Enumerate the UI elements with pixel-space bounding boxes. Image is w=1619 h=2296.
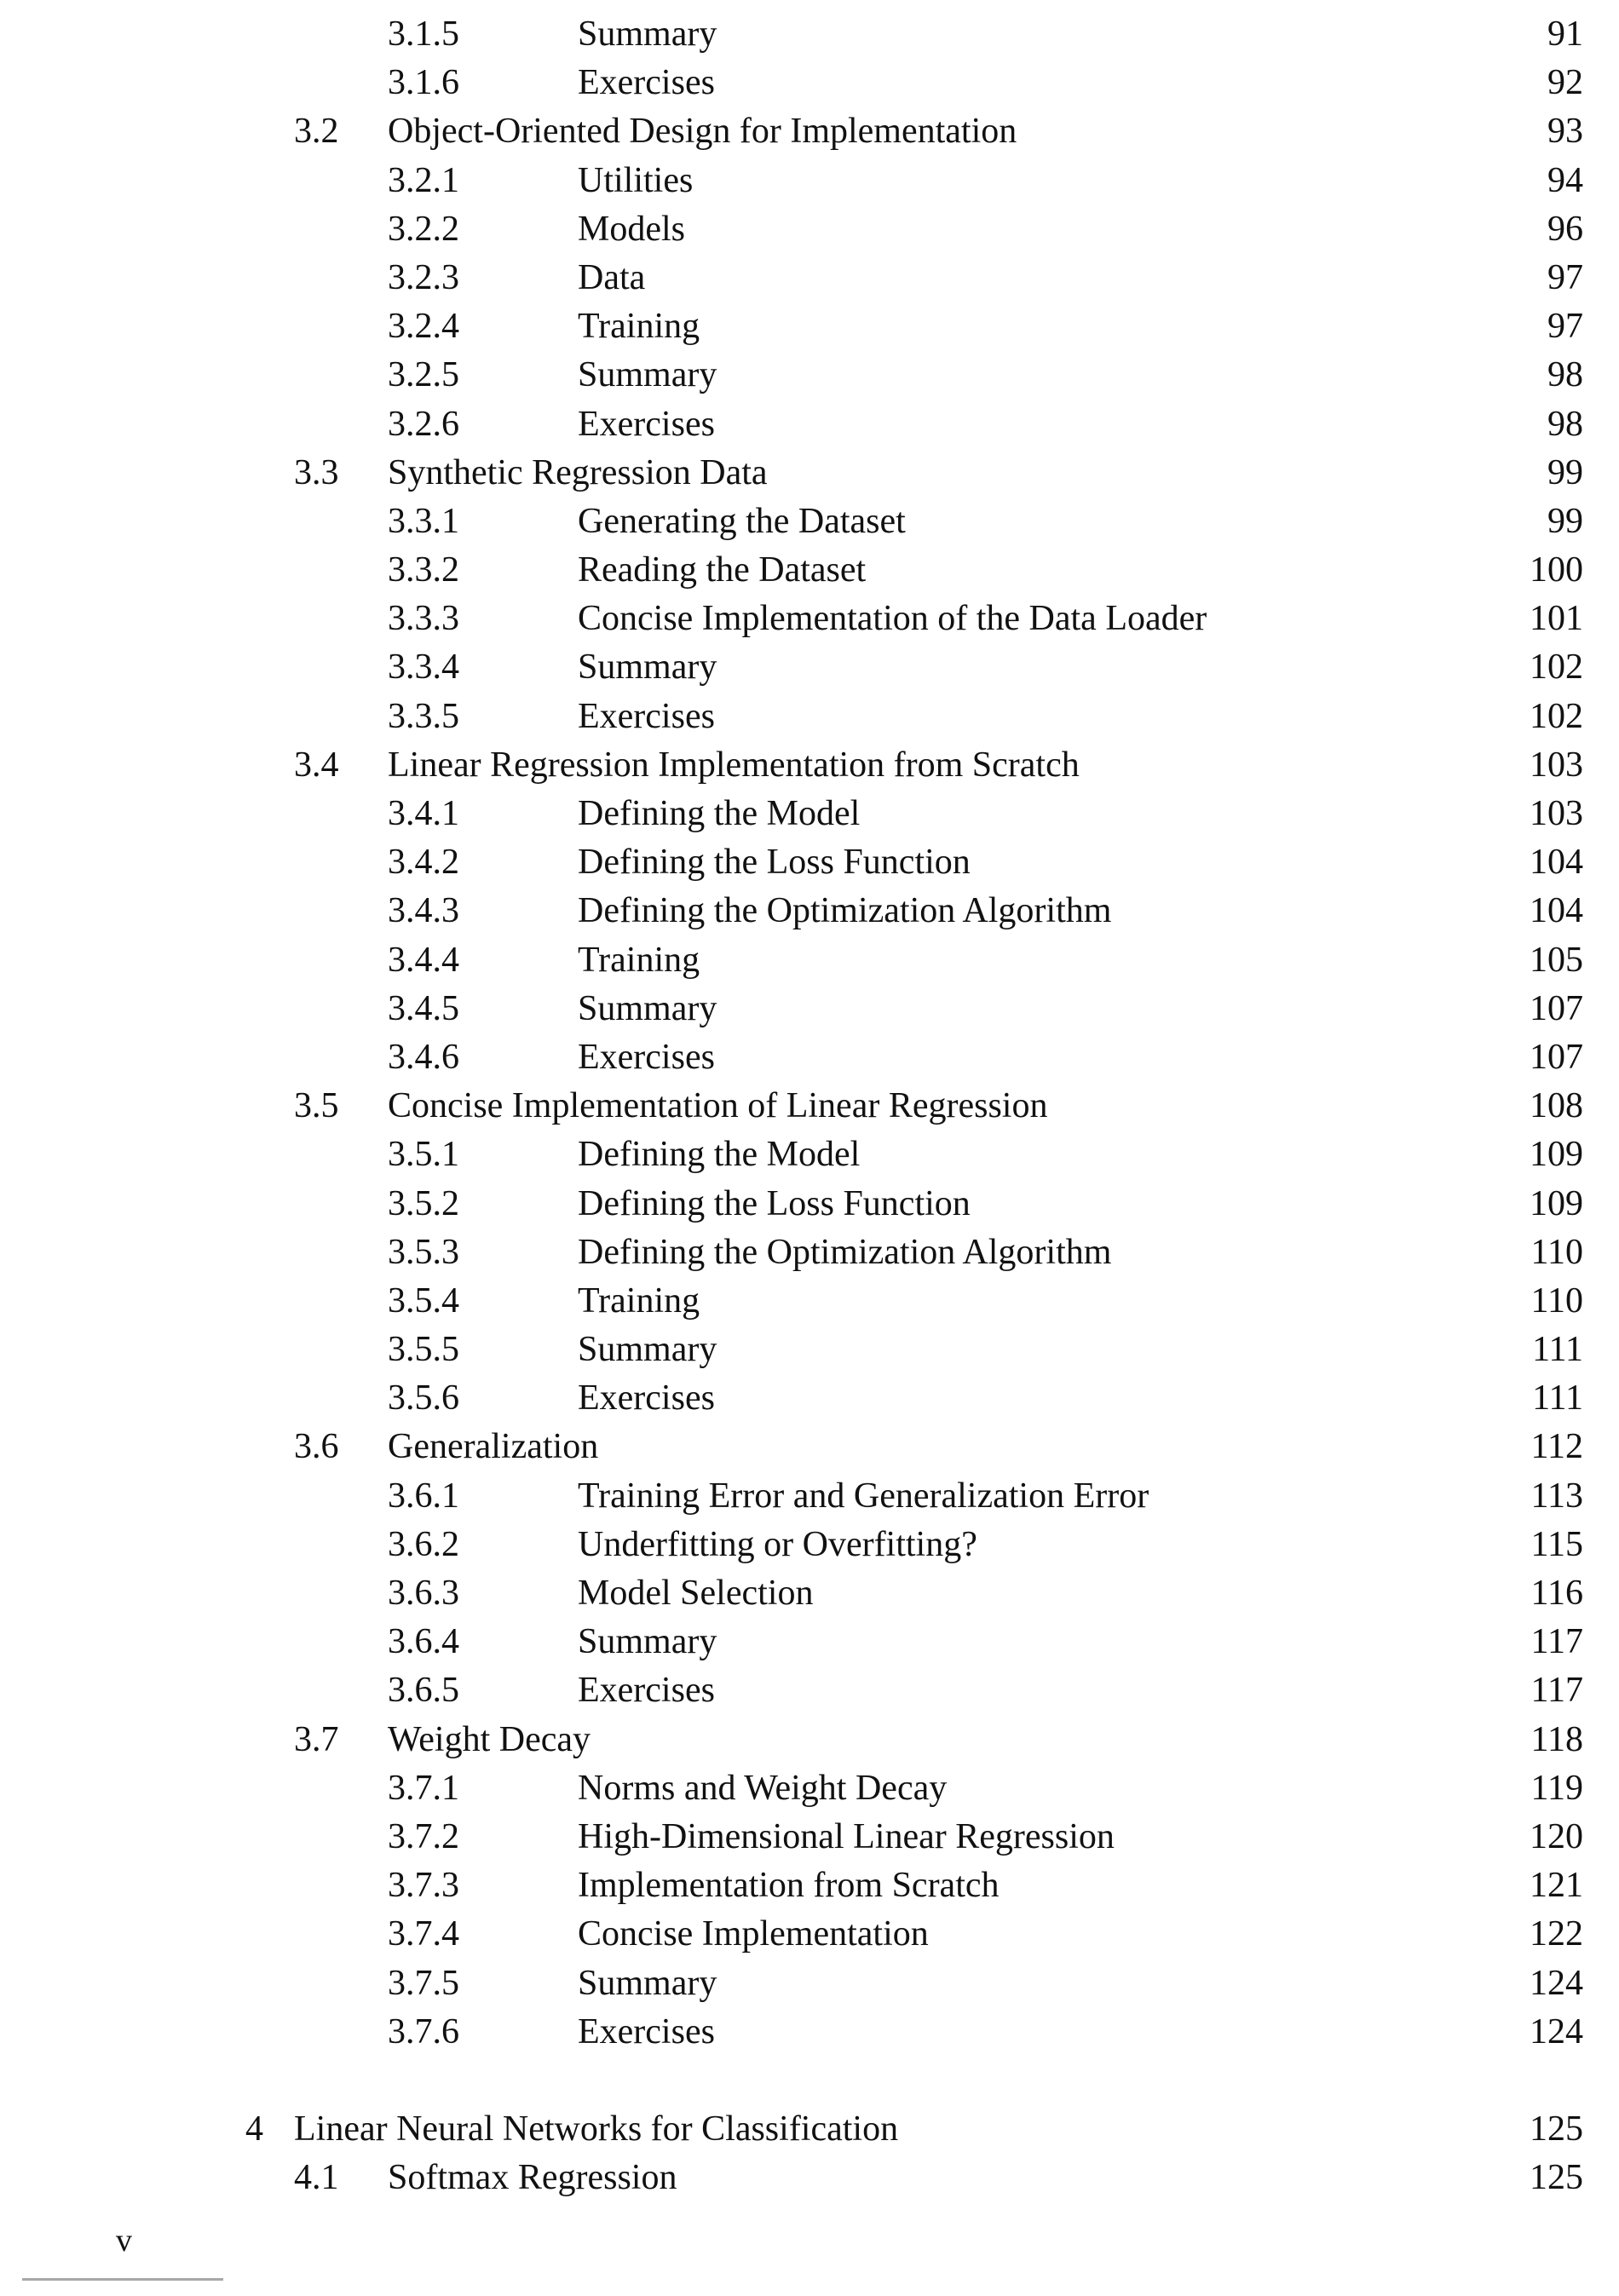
toc-entry-sub[interactable] xyxy=(0,1374,1619,1423)
toc-entry-sub[interactable] xyxy=(0,1910,1619,1959)
toc-entry-number: 3.7.2 xyxy=(388,1816,459,1856)
toc-entry-number: 3.6.3 xyxy=(388,1574,459,1613)
toc-entry-page-number[interactable]: 93 xyxy=(1547,112,1583,152)
toc-entry-page-number[interactable]: 117 xyxy=(1530,1671,1583,1711)
toc-entry-number: 3.3.1 xyxy=(388,501,459,541)
toc-entry-number: 3.4.4 xyxy=(388,940,459,980)
toc-entry-number: 3.7.5 xyxy=(388,1963,459,2003)
toc-entry-title[interactable]: Data xyxy=(578,257,646,297)
toc-entry-sub[interactable] xyxy=(0,643,1619,692)
toc-entry-number: 3.6.4 xyxy=(388,1622,459,1662)
toc-entry-number: 3.3.3 xyxy=(388,599,459,639)
toc-entry-title[interactable]: Weight Decay xyxy=(388,1719,591,1759)
toc-entry-number: 3.2.3 xyxy=(388,257,459,297)
toc-entry-section[interactable] xyxy=(0,1082,1619,1131)
toc-entry-title[interactable]: Training xyxy=(578,940,700,980)
toc-entry-title[interactable]: Training xyxy=(578,307,700,347)
toc-entry-sub[interactable] xyxy=(0,546,1619,595)
toc-entry-number: 3.3.2 xyxy=(388,550,459,590)
toc-entry-title[interactable]: Models xyxy=(578,209,685,249)
toc-entry-sub[interactable] xyxy=(0,790,1619,838)
toc-entry-sub[interactable] xyxy=(0,157,1619,205)
toc-entry-number: 3.1.6 xyxy=(388,63,459,103)
toc-entry-title[interactable]: Defining the Model xyxy=(578,794,861,833)
toc-entry-number: 3.5.3 xyxy=(388,1232,459,1272)
toc-entry-title[interactable]: Generalization xyxy=(388,1427,599,1467)
toc-entry-page-number[interactable]: 113 xyxy=(1530,1476,1583,1516)
toc-entry-number: 3.2.5 xyxy=(388,355,459,395)
toc-entry-number: 4 xyxy=(245,2109,263,2149)
toc-entry-page-number[interactable]: 91 xyxy=(1547,14,1583,54)
toc-entry-page-number[interactable]: 118 xyxy=(1530,1719,1583,1759)
toc-entry-number: 3.3.4 xyxy=(388,647,459,688)
toc-entry-number: 3.6 xyxy=(294,1427,339,1467)
toc-entry-page-number[interactable]: 105 xyxy=(1530,940,1583,980)
toc-entry-page-number[interactable]: 107 xyxy=(1530,1037,1583,1077)
toc-entry-title[interactable]: Summary xyxy=(578,988,717,1028)
toc-entry-number: 3.4.2 xyxy=(388,843,459,883)
toc-entry-page-number[interactable]: 120 xyxy=(1530,1816,1583,1856)
toc-entry-page-number[interactable]: 109 xyxy=(1530,1183,1583,1223)
toc-entry-sub[interactable] xyxy=(0,1472,1619,1521)
toc-entry-title[interactable]: Concise Implementation of the Data Loader xyxy=(578,599,1207,639)
toc-entry-title[interactable]: Defining the Model xyxy=(578,1135,861,1175)
toc-entry-page-number[interactable]: 102 xyxy=(1530,696,1583,736)
toc-entry-number: 3.5.6 xyxy=(388,1378,459,1418)
toc-entry-title[interactable]: Defining the Loss Function xyxy=(578,1183,971,1223)
toc-entry-title[interactable]: Exercises xyxy=(578,1671,715,1711)
toc-entry-page-number[interactable]: 98 xyxy=(1547,404,1583,444)
toc-entry-number: 3.6.2 xyxy=(388,1524,459,1564)
toc-entry-title[interactable]: Concise Implementation xyxy=(578,1914,929,1954)
toc-entry-title[interactable]: Underfitting or Overfitting? xyxy=(578,1524,977,1564)
toc-entry-title[interactable]: Defining the Loss Function xyxy=(578,843,971,883)
toc-entry-number: 3.4.1 xyxy=(388,794,459,833)
toc-entry-page-number[interactable]: 111 xyxy=(1532,1330,1583,1370)
toc-entry-title[interactable]: Softmax Regression xyxy=(388,2158,677,2198)
toc-entry-sub[interactable] xyxy=(0,838,1619,887)
toc-entry-title[interactable]: Summary xyxy=(578,1963,717,2003)
toc-entry-section[interactable] xyxy=(0,1716,1619,1764)
toc-entry-number: 3.7.1 xyxy=(388,1768,459,1808)
toc-entry-title[interactable]: Exercises xyxy=(578,1037,715,1077)
toc-entry-sub[interactable] xyxy=(0,985,1619,1033)
toc-entry-page-number[interactable]: 117 xyxy=(1530,1622,1583,1662)
toc-entry-section[interactable] xyxy=(0,1423,1619,1471)
toc-entry-section[interactable] xyxy=(0,449,1619,498)
toc-entry-section[interactable] xyxy=(0,2154,1619,2202)
toc-entry-sub[interactable] xyxy=(0,1131,1619,1179)
toc-entry-number: 3.4.5 xyxy=(388,988,459,1028)
toc-entry-number: 3.5 xyxy=(294,1086,339,1126)
toc-entry-title[interactable]: Exercises xyxy=(578,2011,715,2051)
toc-entry-sub[interactable] xyxy=(0,1033,1619,1082)
toc-entry-title[interactable]: Concise Implementation of Linear Regression xyxy=(388,1086,1048,1126)
toc-entry-page-number[interactable]: 103 xyxy=(1530,794,1583,833)
toc-entry-page-number[interactable]: 99 xyxy=(1547,452,1583,492)
toc-entry-title[interactable]: Implementation from Scratch xyxy=(578,1866,1000,1906)
toc-entry-sub[interactable] xyxy=(0,351,1619,400)
toc-entry-sub[interactable] xyxy=(0,936,1619,985)
toc-entry-page-number[interactable]: 124 xyxy=(1530,1963,1583,2003)
toc-entry-number: 3.7.3 xyxy=(388,1866,459,1906)
toc-entry-page-number[interactable]: 101 xyxy=(1530,599,1583,639)
toc-entry-page-number[interactable]: 104 xyxy=(1530,891,1583,931)
toc-entry-number: 3.7.4 xyxy=(388,1914,459,1954)
toc-entry-sub[interactable] xyxy=(0,1229,1619,1277)
toc-entry-page-number[interactable]: 99 xyxy=(1547,501,1583,541)
toc-entry-sub[interactable] xyxy=(0,254,1619,302)
toc-entry-number: 3.6.1 xyxy=(388,1476,459,1516)
toc-entry-sub[interactable] xyxy=(0,498,1619,546)
page-number-footer: v xyxy=(116,2223,132,2259)
toc-entry-title[interactable]: Exercises xyxy=(578,1378,715,1418)
toc-entry-number: 3.4.6 xyxy=(388,1037,459,1077)
toc-entry-sub[interactable] xyxy=(0,1521,1619,1569)
toc-entry-page-number[interactable]: 116 xyxy=(1530,1574,1583,1613)
toc-entry-sub[interactable] xyxy=(0,1813,1619,1862)
toc-entry-sub[interactable] xyxy=(0,10,1619,59)
toc-entry-title[interactable]: Summary xyxy=(578,1330,717,1370)
toc-entry-sub[interactable] xyxy=(0,400,1619,449)
toc-entry-page-number[interactable]: 107 xyxy=(1530,988,1583,1028)
toc-entry-section[interactable] xyxy=(0,741,1619,790)
toc-entry-page-number[interactable]: 125 xyxy=(1530,2109,1583,2149)
toc-entry-sub[interactable] xyxy=(0,1862,1619,1910)
toc-entry-page-number[interactable]: 96 xyxy=(1547,209,1583,249)
toc-entry-number: 3.3 xyxy=(294,452,339,492)
toc-entry-page-number[interactable]: 121 xyxy=(1530,1866,1583,1906)
toc-entry-title[interactable]: Summary xyxy=(578,1622,717,1662)
toc-entry-number: 3.2.4 xyxy=(388,307,459,347)
toc-entry-title[interactable]: Generating the Dataset xyxy=(578,501,906,541)
toc-entry-number: 3.7.6 xyxy=(388,2011,459,2051)
toc-entry-number: 3.5.1 xyxy=(388,1135,459,1175)
toc-entry-page-number[interactable]: 97 xyxy=(1547,307,1583,347)
toc-entry-number: 3.4 xyxy=(294,745,339,785)
toc-entry-sub[interactable] xyxy=(0,1326,1619,1374)
toc-entry-number: 3.2.6 xyxy=(388,404,459,444)
toc-entry-page-number[interactable]: 115 xyxy=(1530,1524,1583,1564)
toc-entry-sub[interactable] xyxy=(0,205,1619,254)
toc-entry-page-number[interactable]: 109 xyxy=(1530,1135,1583,1175)
toc-entry-page-number[interactable]: 97 xyxy=(1547,257,1583,297)
toc-entry-title[interactable]: Object-Oriented Design for Implementation xyxy=(388,112,1017,152)
toc-entry-sub[interactable] xyxy=(0,2008,1619,2057)
toc-entry-title[interactable]: Exercises xyxy=(578,63,715,103)
toc-entry-page-number[interactable]: 122 xyxy=(1530,1914,1583,1954)
toc-entry-page-number[interactable]: 124 xyxy=(1530,2011,1583,2051)
toc-entry-sub[interactable] xyxy=(0,693,1619,741)
toc-entry-title[interactable]: Training Error and Generalization Error xyxy=(578,1476,1149,1516)
toc-entry-number: 3.3.5 xyxy=(388,696,459,736)
toc-entry-number: 3.7 xyxy=(294,1719,339,1759)
toc-entry-title[interactable]: Summary xyxy=(578,647,717,688)
table-of-contents xyxy=(0,10,1619,2202)
toc-entry-page-number[interactable]: 102 xyxy=(1530,647,1583,688)
toc-entry-number: 3.5.2 xyxy=(388,1183,459,1223)
toc-entry-page-number[interactable]: 125 xyxy=(1530,2158,1583,2198)
toc-entry-title[interactable]: Utilities xyxy=(578,160,694,200)
toc-entry-sub[interactable] xyxy=(0,1959,1619,2008)
toc-entry-title[interactable]: High-Dimensional Linear Regression xyxy=(578,1816,1115,1856)
toc-entry-sub[interactable] xyxy=(0,1277,1619,1326)
toc-entry-number: 3.2.1 xyxy=(388,160,459,200)
toc-entry-page-number[interactable]: 111 xyxy=(1532,1378,1583,1418)
toc-entry-sub[interactable] xyxy=(0,887,1619,935)
toc-entry-title[interactable]: Training xyxy=(578,1280,700,1321)
toc-entry-sub[interactable] xyxy=(0,302,1619,351)
footer-rule xyxy=(22,2278,223,2281)
toc-entry-sub[interactable] xyxy=(0,1764,1619,1813)
toc-entry-sub[interactable] xyxy=(0,1618,1619,1666)
toc-entry-number: 3.1.5 xyxy=(388,14,459,54)
toc-entry-title[interactable]: Defining the Optimization Algorithm xyxy=(578,1232,1112,1272)
toc-entry-sub[interactable] xyxy=(0,1666,1619,1715)
toc-entry-sub[interactable] xyxy=(0,1569,1619,1618)
toc-entry-chapter[interactable] xyxy=(0,2105,1619,2154)
toc-entry-number: 4.1 xyxy=(294,2158,339,2198)
toc-entry-title[interactable]: Model Selection xyxy=(578,1574,814,1613)
toc-entry-number: 3.5.5 xyxy=(388,1330,459,1370)
toc-entry-title[interactable]: Synthetic Regression Data xyxy=(388,452,768,492)
toc-entry-number: 3.4.3 xyxy=(388,891,459,931)
toc-entry-page-number[interactable]: 108 xyxy=(1530,1086,1583,1126)
toc-entry-sub[interactable] xyxy=(0,59,1619,107)
toc-entry-title[interactable]: Summary xyxy=(578,14,717,54)
toc-entry-number: 3.6.5 xyxy=(388,1671,459,1711)
toc-entry-page-number[interactable]: 110 xyxy=(1530,1232,1583,1272)
toc-entry-page-number[interactable]: 110 xyxy=(1530,1280,1583,1321)
toc-entry-page-number[interactable]: 100 xyxy=(1530,550,1583,590)
toc-entry-page-number[interactable]: 104 xyxy=(1530,843,1583,883)
toc-entry-number: 3.2 xyxy=(294,112,339,152)
toc-entry-sub[interactable] xyxy=(0,1180,1619,1229)
toc-entry-number: 3.2.2 xyxy=(388,209,459,249)
toc-entry-title[interactable]: Reading the Dataset xyxy=(578,550,867,590)
toc-entry-title[interactable]: Exercises xyxy=(578,696,715,736)
toc-entry-section[interactable] xyxy=(0,107,1619,156)
toc-entry-title[interactable]: Exercises xyxy=(578,404,715,444)
toc-entry-page-number[interactable]: 98 xyxy=(1547,355,1583,395)
toc-entry-page-number[interactable]: 119 xyxy=(1530,1768,1583,1808)
toc-entry-sub[interactable] xyxy=(0,595,1619,643)
toc-entry-number: 3.5.4 xyxy=(388,1280,459,1321)
toc-entry-title[interactable]: Linear Neural Networks for Classification xyxy=(294,2109,899,2149)
toc-entry-page-number[interactable]: 94 xyxy=(1547,160,1583,200)
toc-entry-title[interactable]: Summary xyxy=(578,355,717,395)
toc-entry-title[interactable]: Norms and Weight Decay xyxy=(578,1768,948,1808)
toc-entry-page-number[interactable]: 92 xyxy=(1547,63,1583,103)
toc-entry-page-number[interactable]: 112 xyxy=(1530,1427,1583,1467)
toc-entry-title[interactable]: Linear Regression Implementation from Scratch xyxy=(388,745,1080,785)
toc-entry-title[interactable]: Defining the Optimization Algorithm xyxy=(578,891,1112,931)
toc-entry-page-number[interactable]: 103 xyxy=(1530,745,1583,785)
